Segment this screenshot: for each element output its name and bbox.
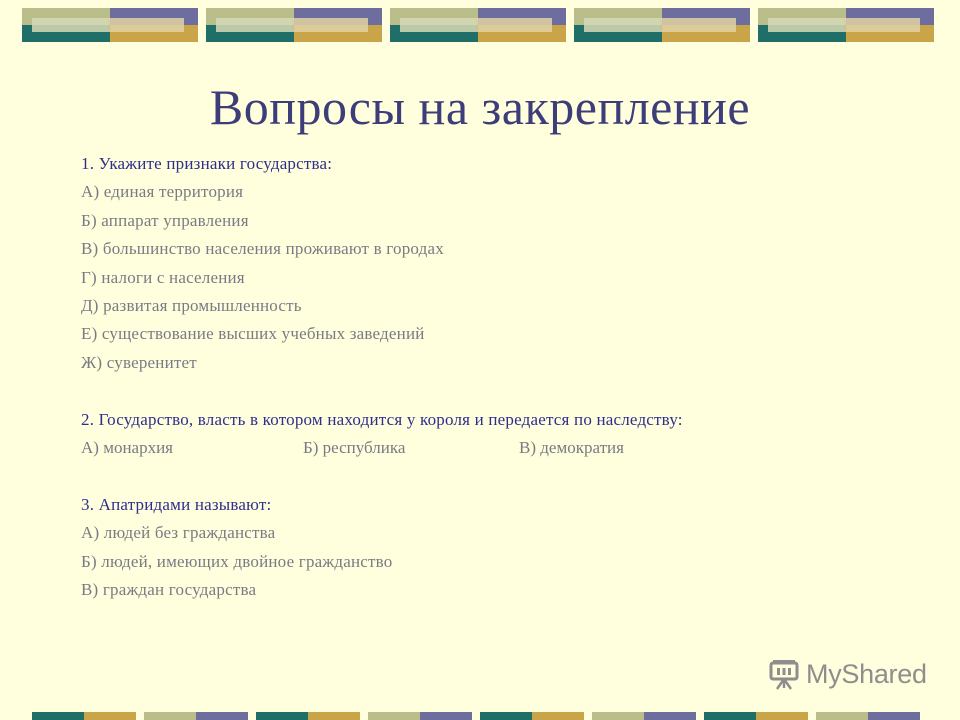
logo-text: MyShared [806,658,927,689]
decor-bottom-strip [32,712,928,720]
decor-tile [22,8,198,42]
answer-option: Б) аппарат управления [81,210,249,230]
decor-tile [574,8,750,42]
answer-option: Г) налоги с населения [81,267,245,287]
question-3: 3. Апатридами называют: [81,494,272,514]
question-1: 1. Укажите признаки государства: [81,154,333,173]
decor-tile [390,8,566,42]
answer-option: А) единая территория [81,182,244,202]
answer-option: В) граждан государства [81,580,257,600]
presentation-board-icon [768,658,800,690]
decor-tile [758,8,934,42]
myshared-logo[interactable] [768,656,927,692]
slide-title: Вопросы на закрепление [209,79,751,135]
answer-option: В) большинство населения проживают в городах [81,239,444,259]
answer-option: Б) республика [303,438,406,458]
answer-option: Д) развитая промышленность [81,296,302,316]
decor-tile [206,8,382,42]
answer-option: А) людей без гражданства [81,523,276,543]
answer-option: Ж) суверенитет [81,352,197,372]
answer-option: В) демократия [519,438,624,458]
question-2: 2. Государство, власть в котором находится у короля и передается по наследству: [81,409,683,429]
answer-options-row [81,434,931,462]
answer-option: А) монархия [81,438,174,458]
slide-content [81,150,931,604]
answer-option: Е) существование высших учебных заведений [81,324,425,344]
answer-option: Б) людей, имеющих двойное гражданство [81,551,393,571]
